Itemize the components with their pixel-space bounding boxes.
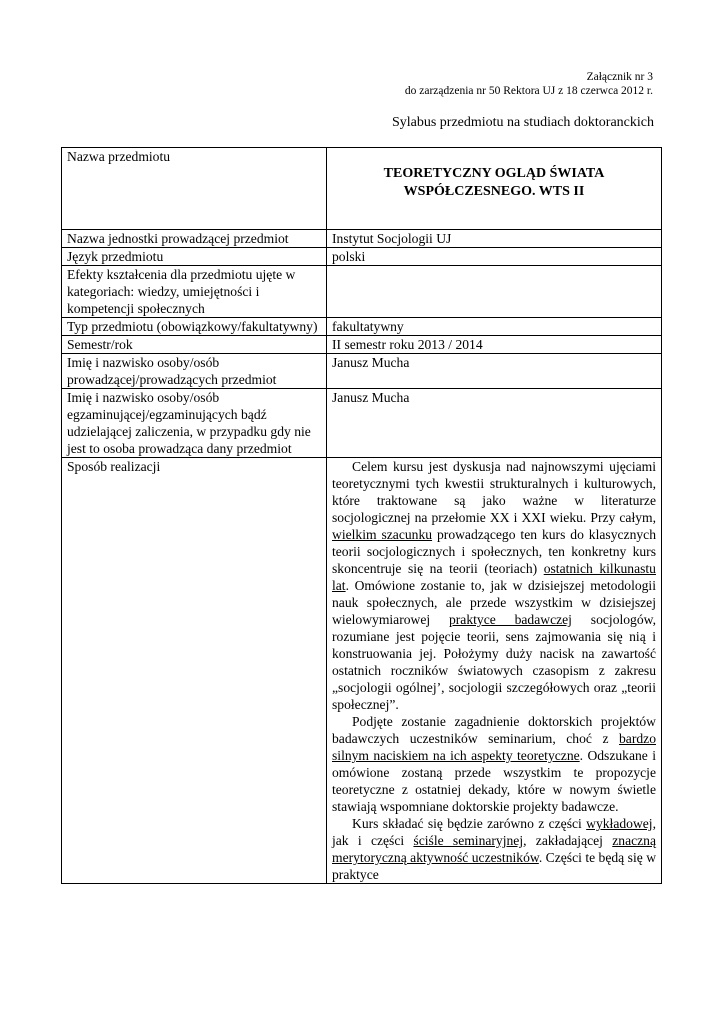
learning-outcomes-label: Efekty kształcenia dla przedmiotu ujęte w kategoriach: wiedzy, umiejętności i kompetencji społecznych — [62, 266, 327, 318]
table-row — [62, 458, 662, 884]
examiner-label: Imię i nazwisko osoby/osób egzaminującej/egzaminujących bądź udzielającej zaliczenia, w przypadku gdy nie jest to osoba prowadząca dany przedmiot — [62, 389, 327, 458]
attachment-number: Załącznik nr 3 — [586, 71, 653, 83]
learning-outcomes-value — [327, 266, 662, 318]
description-paragraph: Kurs składać się będzie zarówno z części wykładowej, jak i części ściśle seminaryjnej, zakładającej znaczną merytoryczną aktywność uczestników. Części te będą się w praktyce — [332, 816, 657, 882]
language-value: polski — [327, 248, 662, 266]
table-row — [62, 336, 662, 354]
delivery-method-value — [327, 458, 662, 884]
language-label: Język przedmiotu — [62, 248, 327, 266]
table-row — [62, 354, 662, 389]
course-name-value — [327, 148, 662, 230]
table-row — [62, 248, 662, 266]
course-type-value: fakultatywny — [327, 318, 662, 336]
instructor-value: Janusz Mucha — [327, 354, 662, 389]
delivery-method-label: Sposób realizacji — [62, 458, 327, 884]
course-name-label: Nazwa przedmiotu — [62, 148, 327, 230]
description-paragraph: Podjęte zostanie zagadnienie doktorskich projektów badawczych uczestników seminarium, choć z bardzo silnym naciskiem na ich aspekty teoretyczne. Odszukane i omówione zostaną przede wszystkim te propozycje teoretyczne z ostatniej dekady, które w nowym świetle stawiają wspomniane doktorskie projekty badawcze. — [332, 714, 656, 814]
table-row — [62, 318, 662, 336]
course-title-line1: TEORETYCZNY OGLĄD ŚWIATA — [383, 166, 605, 181]
table-row — [62, 266, 662, 318]
syllabus-table — [61, 147, 662, 884]
description-paragraph: Celem kursu jest dyskusja nad najnowszymi ujęciami teoretycznymi tych kwestii strukturalnych i kulturowych, które traktowane są jako ważne w literaturze socjologicznej na przełomie XX i XXI wieku. Przy całym, wielkim szacunku prowadzącego ten kurs do klasycznych teorii socjologicznych i społecznych, ten konkretny kurs skoncentruje się na teorii (teoriach) ostatnich kilkunastu lat. Omówione zostanie to, jak w dzisiejszej metodologii nauk społecznych, ale przede wszystkim w dzisiejszej wielowymiarowej praktyce badawczej socjologów, rozumiane jest pojęcie teorii, sens zajmowania się nią i konstruowania jej. Położymy duży nacisk na zawartość ostatnich roczników światowych czasopism z zakresu „socjologii ogólnej’, socjologii szczegółowych oraz „teorii społecznej”. — [332, 459, 656, 712]
instructor-label: Imię i nazwisko osoby/osób prowadzącej/prowadzących przedmiot — [62, 354, 327, 389]
semester-label: Semestr/rok — [62, 336, 327, 354]
document-subtitle: Sylabus przedmiotu na studiach doktoranckich — [391, 115, 654, 130]
examiner-value: Janusz Mucha — [327, 389, 662, 458]
unit-value: Instytut Socjologii UJ — [327, 230, 662, 248]
course-title-line2: WSPÓŁCZESNEGO. WTS II — [403, 184, 585, 199]
table-row — [62, 148, 662, 230]
table-row — [62, 389, 662, 458]
unit-label: Nazwa jednostki prowadzącej przedmiot — [62, 230, 327, 248]
semester-value: II semestr roku 2013 / 2014 — [327, 336, 662, 354]
course-type-label: Typ przedmiotu (obowiązkowy/fakultatywny) — [62, 318, 327, 336]
regulation-reference: do zarządzenia nr 50 Rektora UJ z 18 czerwca 2012 r. — [404, 85, 653, 97]
table-row — [62, 230, 662, 248]
